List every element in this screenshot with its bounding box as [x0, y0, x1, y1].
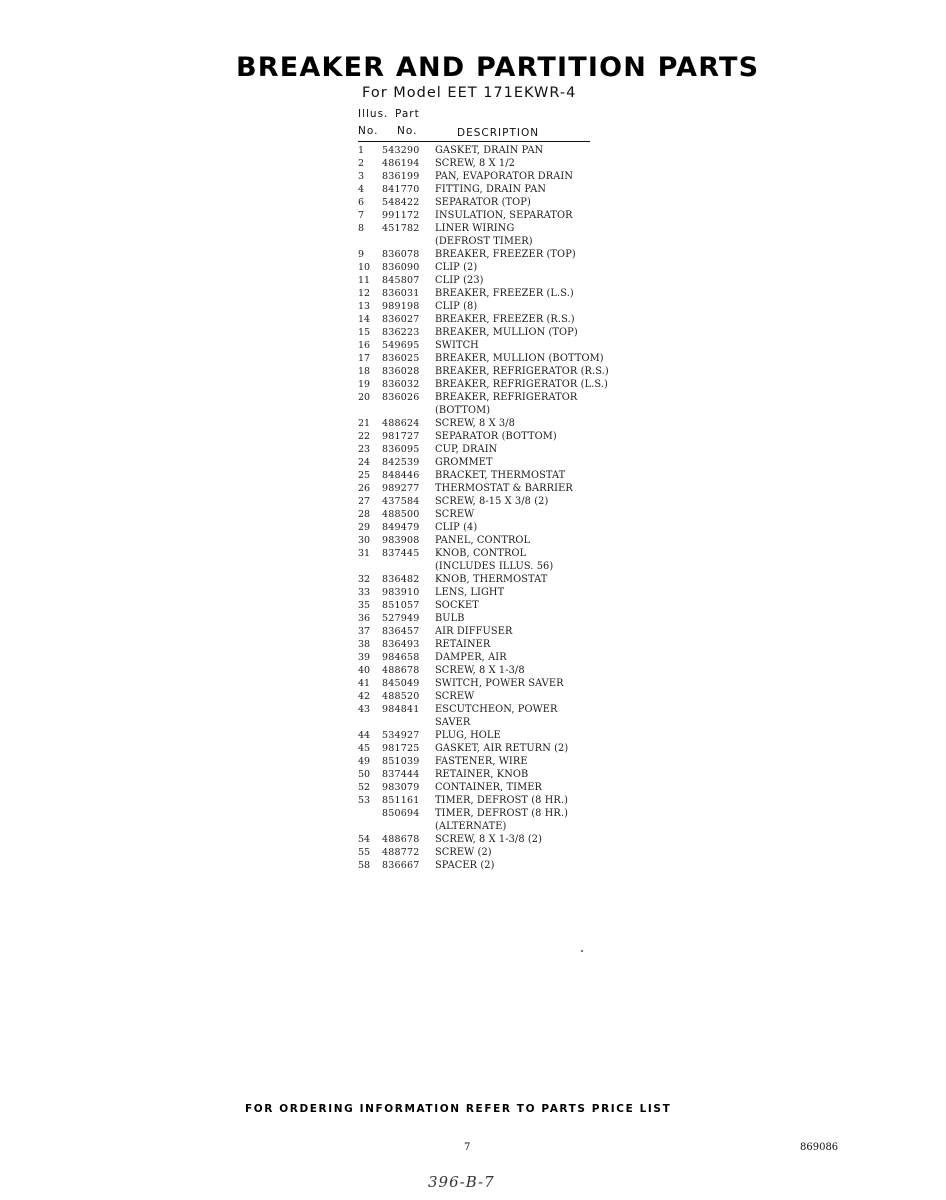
part-description: BREAKER, FREEZER (L.S.) — [435, 288, 574, 299]
table-row — [358, 612, 618, 625]
illus-number: 19 — [358, 379, 371, 390]
table-row — [358, 846, 618, 859]
part-description: SWITCH — [435, 340, 479, 351]
document-number: 869086 — [800, 1142, 839, 1153]
table-row — [358, 794, 618, 807]
part-number: 836031 — [382, 288, 420, 299]
table-row — [358, 157, 618, 170]
part-number: 836032 — [382, 379, 420, 390]
table-row — [358, 625, 618, 638]
illus-number: 28 — [358, 509, 371, 520]
illus-number: 49 — [358, 756, 371, 767]
part-description: SCREW — [435, 509, 475, 520]
part-number: 836482 — [382, 574, 420, 585]
illus-number: 10 — [358, 262, 371, 273]
table-row — [358, 638, 618, 651]
illus-number: 8 — [358, 223, 365, 234]
parts-list — [358, 144, 618, 872]
part-description: CONTAINER, TIMER — [435, 782, 542, 793]
illus-number: 30 — [358, 535, 371, 546]
part-number: 984841 — [382, 704, 420, 715]
part-number: 989198 — [382, 301, 420, 312]
part-number: 845049 — [382, 678, 420, 689]
table-row — [358, 651, 618, 664]
part-description: SCREW, 8 X 1-3/8 (2) — [435, 834, 543, 845]
model-subtitle: For Model EET 171EKWR-4 — [362, 85, 577, 101]
table-row — [358, 443, 618, 456]
part-number: 534927 — [382, 730, 420, 741]
illus-number: 1 — [358, 145, 365, 156]
part-description: CLIP (4) — [435, 522, 478, 533]
illus-number: 21 — [358, 418, 371, 429]
illus-number: 52 — [358, 782, 371, 793]
ordering-footer: FOR ORDERING INFORMATION REFER TO PARTS PRICE LIST — [245, 1103, 672, 1115]
table-row — [358, 664, 618, 677]
part-description: AIR DIFFUSER — [435, 626, 513, 637]
table-row — [358, 482, 618, 495]
table-row — [358, 365, 618, 378]
table-row — [358, 703, 618, 729]
table-row — [358, 690, 618, 703]
illus-number: 39 — [358, 652, 371, 663]
illus-number: 40 — [358, 665, 371, 676]
header-rule — [358, 141, 590, 142]
part-description: BREAKER, REFRIGERATOR (R.S.) — [435, 366, 609, 377]
part-description: FITTING, DRAIN PAN — [435, 184, 547, 195]
part-number: 837445 — [382, 548, 420, 559]
part-description: TIMER, DEFROST (8 HR.) (ALTERNATE) — [435, 808, 568, 832]
header-part: Part — [395, 108, 420, 120]
table-row — [358, 768, 618, 781]
part-description: RETAINER, KNOB — [435, 769, 529, 780]
table-row — [358, 833, 618, 846]
illus-number: 17 — [358, 353, 371, 364]
illus-number: 18 — [358, 366, 371, 377]
illus-number: 43 — [358, 704, 371, 715]
table-row — [358, 729, 618, 742]
illus-number: 33 — [358, 587, 371, 598]
table-row — [358, 573, 618, 586]
part-description: GASKET, AIR RETURN (2) — [435, 743, 569, 754]
table-row — [358, 742, 618, 755]
illus-number: 45 — [358, 743, 371, 754]
part-number: 842539 — [382, 457, 420, 468]
table-row — [358, 196, 618, 209]
part-number: 486194 — [382, 158, 420, 169]
illus-number: 16 — [358, 340, 371, 351]
part-number: 848446 — [382, 470, 420, 481]
table-row — [358, 599, 618, 612]
illus-number: 22 — [358, 431, 371, 442]
illus-number: 55 — [358, 847, 371, 858]
table-row — [358, 547, 618, 573]
part-description: INSULATION, SEPARATOR — [435, 210, 573, 221]
table-row — [358, 170, 618, 183]
part-number: 991172 — [382, 210, 420, 221]
part-number: 836078 — [382, 249, 420, 260]
part-number: 836095 — [382, 444, 420, 455]
table-row — [358, 222, 618, 248]
part-number: 981725 — [382, 743, 420, 754]
table-row — [358, 417, 618, 430]
part-number: 543290 — [382, 145, 420, 156]
part-description: CLIP (8) — [435, 301, 478, 312]
illus-number: 26 — [358, 483, 371, 494]
illus-number: 35 — [358, 600, 371, 611]
part-number: 836199 — [382, 171, 420, 182]
part-description: SOCKET — [435, 600, 479, 611]
part-number: 851039 — [382, 756, 420, 767]
header-illus: Illus. — [358, 108, 389, 120]
table-row — [358, 755, 618, 768]
illus-number: 9 — [358, 249, 365, 260]
illus-number: 27 — [358, 496, 371, 507]
page-title: BREAKER AND PARTITION PARTS — [236, 52, 760, 83]
table-row — [358, 300, 618, 313]
scan-speck — [581, 950, 583, 952]
part-description: CLIP (2) — [435, 262, 478, 273]
part-number: 836457 — [382, 626, 420, 637]
table-row — [358, 677, 618, 690]
illus-number: 6 — [358, 197, 365, 208]
part-description: BREAKER, FREEZER (TOP) — [435, 249, 576, 260]
part-number: 851161 — [382, 795, 420, 806]
part-description: BREAKER, MULLION (BOTTOM) — [435, 353, 604, 364]
part-number: 488624 — [382, 418, 420, 429]
part-description: LINER WIRING (DEFROST TIMER) — [435, 223, 533, 247]
part-description: GASKET, DRAIN PAN — [435, 145, 544, 156]
illus-number: 12 — [358, 288, 371, 299]
table-row — [358, 521, 618, 534]
page-number: 7 — [464, 1142, 471, 1153]
table-row — [358, 287, 618, 300]
part-description: BRACKET, THERMOSTAT — [435, 470, 566, 481]
table-row — [358, 807, 618, 833]
part-description: THERMOSTAT & BARRIER — [435, 483, 573, 494]
part-number: 841770 — [382, 184, 420, 195]
handwritten-note: 396-B-7 — [428, 1173, 495, 1191]
part-description: SCREW, 8 X 1-3/8 — [435, 665, 525, 676]
part-number: 836493 — [382, 639, 420, 650]
table-row — [358, 781, 618, 794]
part-description: SCREW, 8 X 3/8 — [435, 418, 515, 429]
table-row — [358, 495, 618, 508]
part-description: SCREW — [435, 691, 475, 702]
illus-number: 25 — [358, 470, 371, 481]
illus-number: 29 — [358, 522, 371, 533]
part-number: 984658 — [382, 652, 420, 663]
table-row — [358, 508, 618, 521]
illus-number: 7 — [358, 210, 365, 221]
part-number: 836667 — [382, 860, 420, 871]
part-description: RETAINER — [435, 639, 491, 650]
part-number: 836223 — [382, 327, 420, 338]
part-description: KNOB, CONTROL (INCLUDES ILLUS. 56) — [435, 548, 554, 572]
table-row — [358, 534, 618, 547]
part-number: 983079 — [382, 782, 420, 793]
part-description: SEPARATOR (TOP) — [435, 197, 531, 208]
part-description: KNOB, THERMOSTAT — [435, 574, 548, 585]
illus-number: 23 — [358, 444, 371, 455]
illus-number: 24 — [358, 457, 371, 468]
illus-number: 3 — [358, 171, 365, 182]
illus-number: 44 — [358, 730, 371, 741]
part-description: SCREW, 8 X 1/2 — [435, 158, 515, 169]
illus-number: 42 — [358, 691, 371, 702]
part-number: 488678 — [382, 665, 420, 676]
illus-number: 13 — [358, 301, 371, 312]
part-description: SWITCH, POWER SAVER — [435, 678, 564, 689]
table-row — [358, 274, 618, 287]
part-number: 845807 — [382, 275, 420, 286]
table-row — [358, 430, 618, 443]
table-row — [358, 391, 618, 417]
illus-number: 41 — [358, 678, 371, 689]
part-number: 836026 — [382, 392, 420, 403]
part-description: PANEL, CONTROL — [435, 535, 531, 546]
part-number: 836028 — [382, 366, 420, 377]
header-part-no: No. — [397, 125, 418, 137]
illus-number: 54 — [358, 834, 371, 845]
part-description: GROMMET — [435, 457, 493, 468]
part-description: SEPARATOR (BOTTOM) — [435, 431, 557, 442]
table-row — [358, 261, 618, 274]
illus-number: 20 — [358, 392, 371, 403]
part-description: SCREW, 8-15 X 3/8 (2) — [435, 496, 549, 507]
illus-number: 4 — [358, 184, 365, 195]
part-number: 836090 — [382, 262, 420, 273]
part-number: 548422 — [382, 197, 420, 208]
illus-number: 50 — [358, 769, 371, 780]
table-row — [358, 859, 618, 872]
part-number: 837444 — [382, 769, 420, 780]
part-description: BULB — [435, 613, 465, 624]
table-row — [358, 352, 618, 365]
table-row — [358, 248, 618, 261]
part-number: 836025 — [382, 353, 420, 364]
part-description: BREAKER, FREEZER (R.S.) — [435, 314, 575, 325]
part-number: 851057 — [382, 600, 420, 611]
part-number: 451782 — [382, 223, 420, 234]
part-number: 849479 — [382, 522, 420, 533]
table-row — [358, 378, 618, 391]
table-row — [358, 183, 618, 196]
illus-number: 15 — [358, 327, 371, 338]
illus-number: 11 — [358, 275, 371, 286]
table-row — [358, 209, 618, 222]
table-row — [358, 313, 618, 326]
table-row — [358, 586, 618, 599]
part-number: 983910 — [382, 587, 420, 598]
part-description: ESCUTCHEON, POWER SAVER — [435, 704, 558, 728]
part-number: 981727 — [382, 431, 420, 442]
part-description: PAN, EVAPORATOR DRAIN — [435, 171, 574, 182]
part-number: 488520 — [382, 691, 420, 702]
illus-number: 14 — [358, 314, 371, 325]
illus-number: 32 — [358, 574, 371, 585]
part-number: 836027 — [382, 314, 420, 325]
illus-number: 36 — [358, 613, 371, 624]
part-description: LENS, LIGHT — [435, 587, 505, 598]
part-description: PLUG, HOLE — [435, 730, 501, 741]
illus-number: 38 — [358, 639, 371, 650]
part-description: BREAKER, REFRIGERATOR (BOTTOM) — [435, 392, 578, 416]
table-row — [358, 326, 618, 339]
part-description: SPACER (2) — [435, 860, 495, 871]
table-row — [358, 144, 618, 157]
part-number: 989277 — [382, 483, 420, 494]
illus-number: 37 — [358, 626, 371, 637]
part-number: 488772 — [382, 847, 420, 858]
part-number: 549695 — [382, 340, 420, 351]
part-description: DAMPER, AIR — [435, 652, 507, 663]
part-number: 983908 — [382, 535, 420, 546]
part-number: 850694 — [382, 808, 420, 819]
illus-number: 53 — [358, 795, 371, 806]
illus-number: 58 — [358, 860, 371, 871]
part-number: 488500 — [382, 509, 420, 520]
part-number: 527949 — [382, 613, 420, 624]
part-description: TIMER, DEFROST (8 HR.) — [435, 795, 568, 806]
part-description: BREAKER, MULLION (TOP) — [435, 327, 578, 338]
part-description: FASTENER, WIRE — [435, 756, 528, 767]
header-description: DESCRIPTION — [457, 127, 540, 139]
part-number: 488678 — [382, 834, 420, 845]
part-number: 437584 — [382, 496, 420, 507]
illus-number: 2 — [358, 158, 365, 169]
table-row — [358, 469, 618, 482]
part-description: BREAKER, REFRIGERATOR (L.S.) — [435, 379, 608, 390]
part-description: SCREW (2) — [435, 847, 492, 858]
header-illus-no: No. — [358, 125, 379, 137]
part-description: CLIP (23) — [435, 275, 484, 286]
illus-number: 31 — [358, 548, 371, 559]
table-row — [358, 339, 618, 352]
part-description: CUP, DRAIN — [435, 444, 498, 455]
table-row — [358, 456, 618, 469]
